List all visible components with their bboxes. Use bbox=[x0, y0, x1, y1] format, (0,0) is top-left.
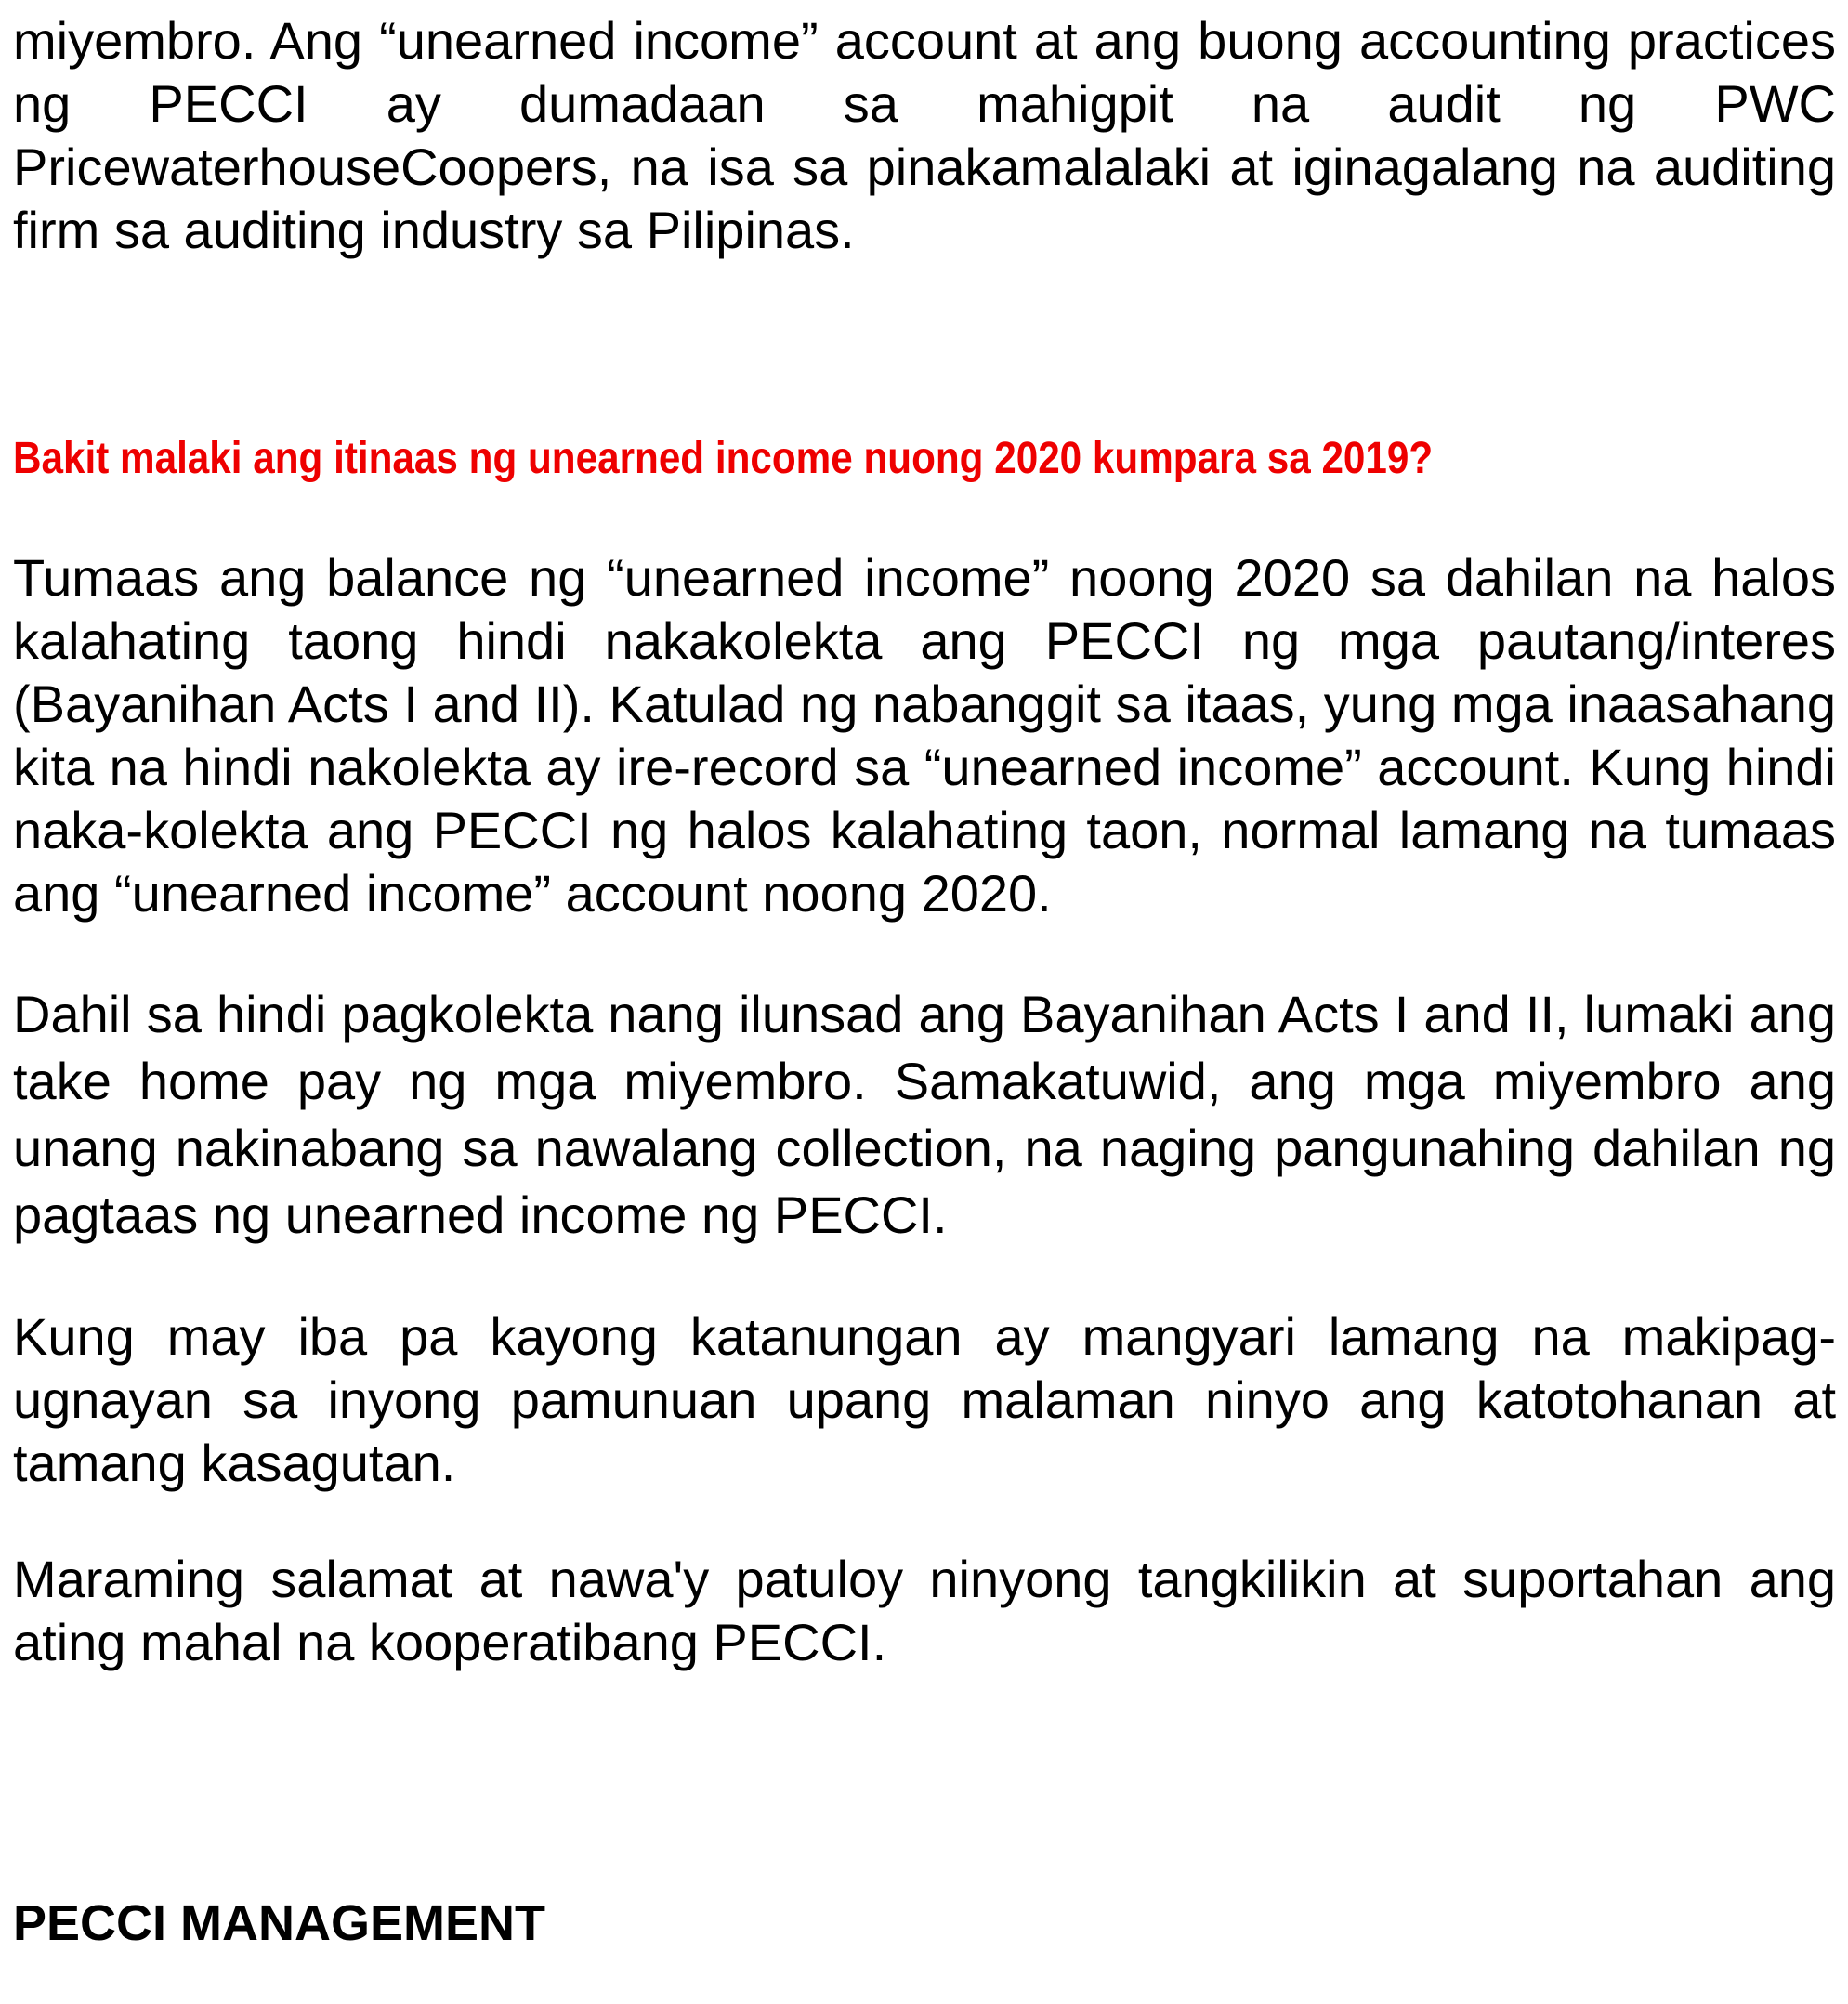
paragraph-take-home-pay: Dahil sa hindi pagkolekta nang ilunsad ang Bayanihan Acts I and II, lumaki ang take home pay ng mga miyembro. Samakatuwid, ang mga miyembro ang unang nakinabang sa nawalang collection, na naging pangunahing dahilan ng pagtaas ng unearned income ng PECCI. bbox=[13, 985, 1836, 1244]
question-heading: Bakit malaki ang itinaas ng unearned income nuong 2020 kumpara sa 2019? bbox=[13, 434, 1434, 483]
paragraph-closing-thanks: Maraming salamat at nawa'y patuloy ninyong tangkilikin at suportahan ang ating mahal na kooperatibang PECCI. bbox=[13, 1550, 1836, 1671]
document-page bbox=[13, 0, 1836, 2004]
signature: PECCI MANAGEMENT bbox=[13, 1895, 546, 1951]
paragraph-balance-explanation: Tumaas ang balance ng “unearned income” noong 2020 sa dahilan na halos kalahating taong hindi nakakolekta ang PECCI ng mga pautang/interes (Bayanihan Acts I and II). Katulad ng nabanggit sa itaas, yung mga inaasahang kita na hindi nakolekta ay ire-record sa “unearned income” account. Kung hindi naka-kolekta ang PECCI ng halos kalahating taon, normal lamang na tumaas ang “unearned income” account noong 2020. bbox=[13, 548, 1836, 923]
paragraph-audit-note: miyembro. Ang “unearned income” account at ang buong accounting practices ng PECCI ay dumadaan sa mahigpit na audit ng PWC PricewaterhouseCoopers, na isa sa pinakamalalaki at iginagalang na auditing firm sa auditing industry sa Pilipinas. bbox=[13, 11, 1836, 259]
paragraph-contact-management: Kung may iba pa kayong katanungan ay mangyari lamang na makipag-ugnayan sa inyong pamunuan upang malaman ninyo ang katotohanan at tamang kasagutan. bbox=[13, 1307, 1836, 1492]
